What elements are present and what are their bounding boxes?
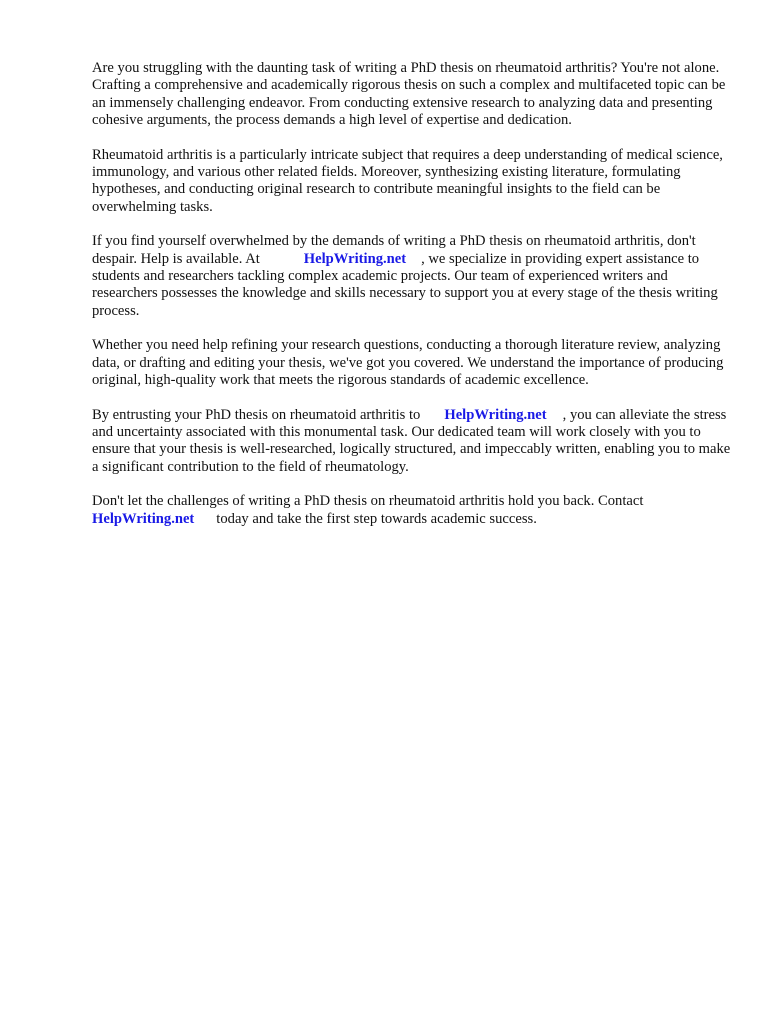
helpwriting-link-3[interactable]: HelpWriting.net (92, 510, 195, 527)
paragraph-entrust-text-end: , you can alleviate the stress and uncertainty associated with this monumental task. Our dedicated team will work closely with you to ensure that your thesis is well-researched, logically structured, and impeccably written, enabling you to make a significant contribution to the field of rheumatology. (92, 406, 731, 475)
paragraph-help (92, 233, 732, 320)
paragraph-entrust-text-start: By entrusting your PhD thesis on rheumatoid arthritis to (92, 406, 421, 423)
paragraph-entrust (92, 407, 732, 477)
document-body (92, 60, 732, 545)
paragraph-contact (92, 493, 732, 528)
paragraph-intro: Are you struggling with the daunting task of writing a PhD thesis on rheumatoid arthritis? You're not alone. Crafting a comprehensive and academically rigorous thesis on such a complex and multifaceted topic can be an immensely challenging endeavor. From conducting extensive research to analyzing data and presenting cohesive arguments, the process demands a high level of expertise and dedication. (92, 60, 726, 129)
paragraph-help-text-start: If you find yourself overwhelmed by the demands of writing a PhD thesis on rheumatoid arthritis, don't despair. Help is available. At (92, 233, 696, 267)
paragraph-subject: Rheumatoid arthritis is a particularly intricate subject that requires a deep understanding of medical science, immunology, and various other related fields. Moreover, synthesizing existing literature, formulating hypotheses, and conducting original research to contribute meaningful insights to the field can be overwhelming tasks. (92, 146, 723, 215)
paragraph-contact-text-end: today and take the first step towards academic success. (216, 510, 537, 527)
paragraph-services: Whether you need help refining your research questions, conducting a thorough literature review, analyzing data, or drafting and editing your thesis, we've got you covered. We understand the importance of producing original, high-quality work that meets the rigorous standards of academic excellence. (92, 337, 724, 389)
paragraph-contact-text-start: Don't let the challenges of writing a PhD thesis on rheumatoid arthritis hold you back. Contact (92, 493, 644, 510)
helpwriting-link-2[interactable]: HelpWriting.net (444, 406, 547, 423)
paragraph-help-text-end: , we specialize in providing expert assistance to students and researchers tackling complex academic projects. Our team of experienced writers and researchers possesses the knowledge and skills necessary to support you at every stage of the thesis writing process. (92, 250, 718, 319)
helpwriting-link-1[interactable]: HelpWriting.net (303, 250, 407, 267)
